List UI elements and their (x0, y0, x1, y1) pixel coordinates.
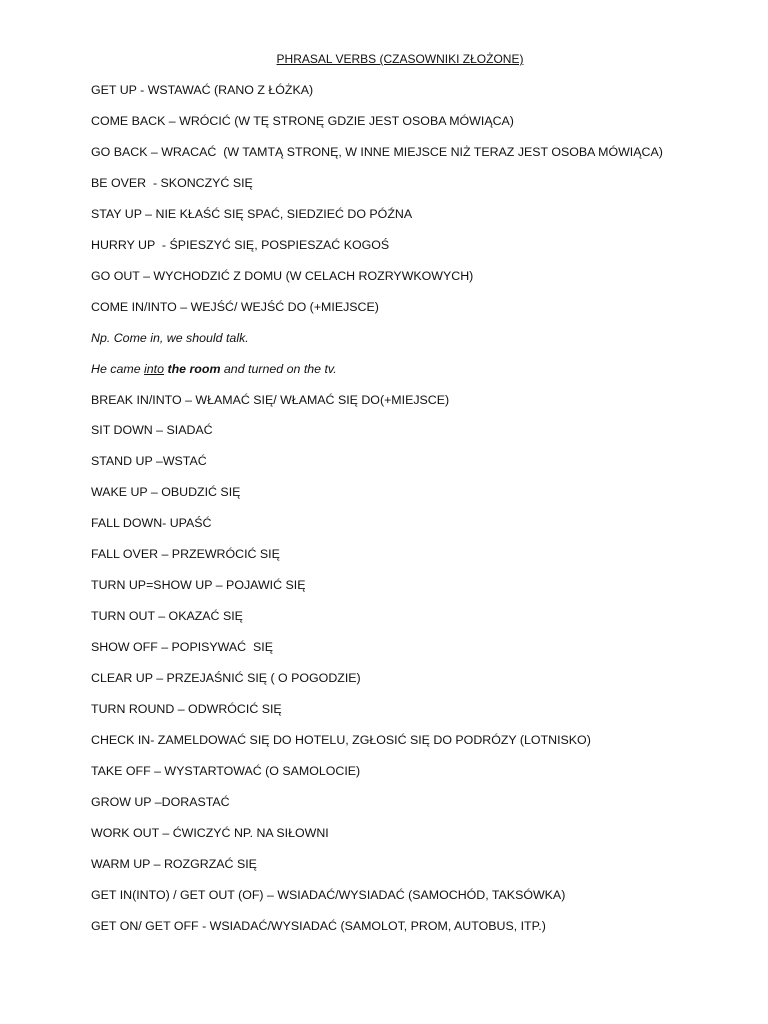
phrasal-verb-entry: FALL OVER – PRZEWRÓCIĆ SIĘ (91, 547, 280, 562)
phrasal-verb-entry: GET ON/ GET OFF - WSIADAĆ/WYSIADAĆ (SAMOLOT, PROM, AUTOBUS, ITP.) (91, 918, 546, 933)
phrasal-verb-entry: STAND UP –WSTAĆ (91, 454, 207, 469)
phrasal-verb-entry: FALL DOWN- UPAŚĆ (91, 516, 212, 531)
phrasal-verb-group-b (91, 385, 663, 942)
phrasal-verb-entry: COME BACK – WRÓCIĆ (W TĘ STRONĘ GDZIE JEST OSOBA MÓWIĄCA) (91, 113, 514, 128)
phrasal-verb-entry: GO OUT – WYCHODZIĆ Z DOMU (W CELACH ROZRYWKOWYCH) (91, 268, 474, 283)
example-text: and turned on the tv. (220, 361, 337, 376)
phrasal-verb-entry: WARM UP – ROZGRZAĆ SIĘ (91, 856, 257, 871)
phrasal-verb-entry: STAY UP – NIE KŁAŚĆ SIĘ SPAĆ, SIEDZIEĆ DO PÓŹNA (91, 206, 413, 221)
phrasal-verb-entry: BREAK IN/INTO – WŁAMAĆ SIĘ/ WŁAMAĆ SIĘ DO(+MIEJSCE) (91, 392, 450, 407)
phrasal-verb-entry: CHECK IN- ZAMELDOWAĆ SIĘ DO HOTELU, ZGŁOSIĆ SIĘ DO PODRÓZY (LOTNISKO) (91, 733, 591, 748)
phrasal-verb-entry: TURN ROUND – ODWRÓCIĆ SIĘ (91, 702, 282, 717)
phrasal-verb-entry: HURRY UP - ŚPIESZYĆ SIĘ, POSPIESZAĆ KOGOŚ (91, 237, 390, 252)
example-bold-phrase: the room (164, 361, 221, 376)
example-text: He came (91, 361, 145, 376)
example-underlined-word: into (144, 361, 165, 376)
phrasal-verb-group-a (91, 75, 663, 323)
phrasal-verb-entry: TURN UP=SHOW UP – POJAWIĆ SIĘ (91, 578, 306, 593)
phrasal-verb-entry: SHOW OFF – POPISYWAĆ SIĘ (91, 640, 273, 655)
phrasal-verb-entry: WORK OUT – ĆWICZYĆ NP. NA SIŁOWNI (91, 825, 329, 840)
example-sentence-2 (91, 354, 663, 385)
phrasal-verb-entry: BE OVER - SKONCZYĆ SIĘ (91, 175, 253, 190)
phrasal-verb-entry: TURN OUT – OKAZAĆ SIĘ (91, 609, 243, 624)
document-title: PHRASAL VERBS (CZASOWNIKI ZŁOŻONE) (276, 52, 524, 66)
phrasal-verb-entry: GET IN(INTO) / GET OUT (OF) – WSIADAĆ/WYSIADAĆ (SAMOCHÓD, TAKSÓWKA) (91, 887, 566, 902)
phrasal-verb-entry: WAKE UP – OBUDZIĆ SIĘ (91, 485, 241, 500)
phrasal-verb-entry: CLEAR UP – PRZEJAŚNIĆ SIĘ ( O POGODZIE) (91, 671, 361, 686)
phrasal-verb-entry: SIT DOWN – SIADAĆ (91, 423, 213, 438)
phrasal-verb-entry: COME IN/INTO – WEJŚĆ/ WEJŚĆ DO (+MIEJSCE) (91, 299, 379, 314)
phrasal-verb-entry: GROW UP –DORASTAĆ (91, 794, 230, 809)
phrasal-verb-entry: GO BACK – WRACAĆ (W TAMTĄ STRONĘ, W INNE MIEJSCE NIŻ TERAZ JEST OSOBA MÓWIĄCA) (91, 144, 663, 159)
phrasal-verb-list (91, 75, 663, 942)
phrasal-verb-entry: GET UP - WSTAWAĆ (RANO Z ŁÓŻKA) (91, 83, 314, 97)
phrasal-verb-entry: TAKE OFF – WYSTARTOWAĆ (O SAMOLOCIE) (91, 763, 361, 778)
example-sentence-1: Np. Come in, we should talk. (91, 330, 249, 345)
